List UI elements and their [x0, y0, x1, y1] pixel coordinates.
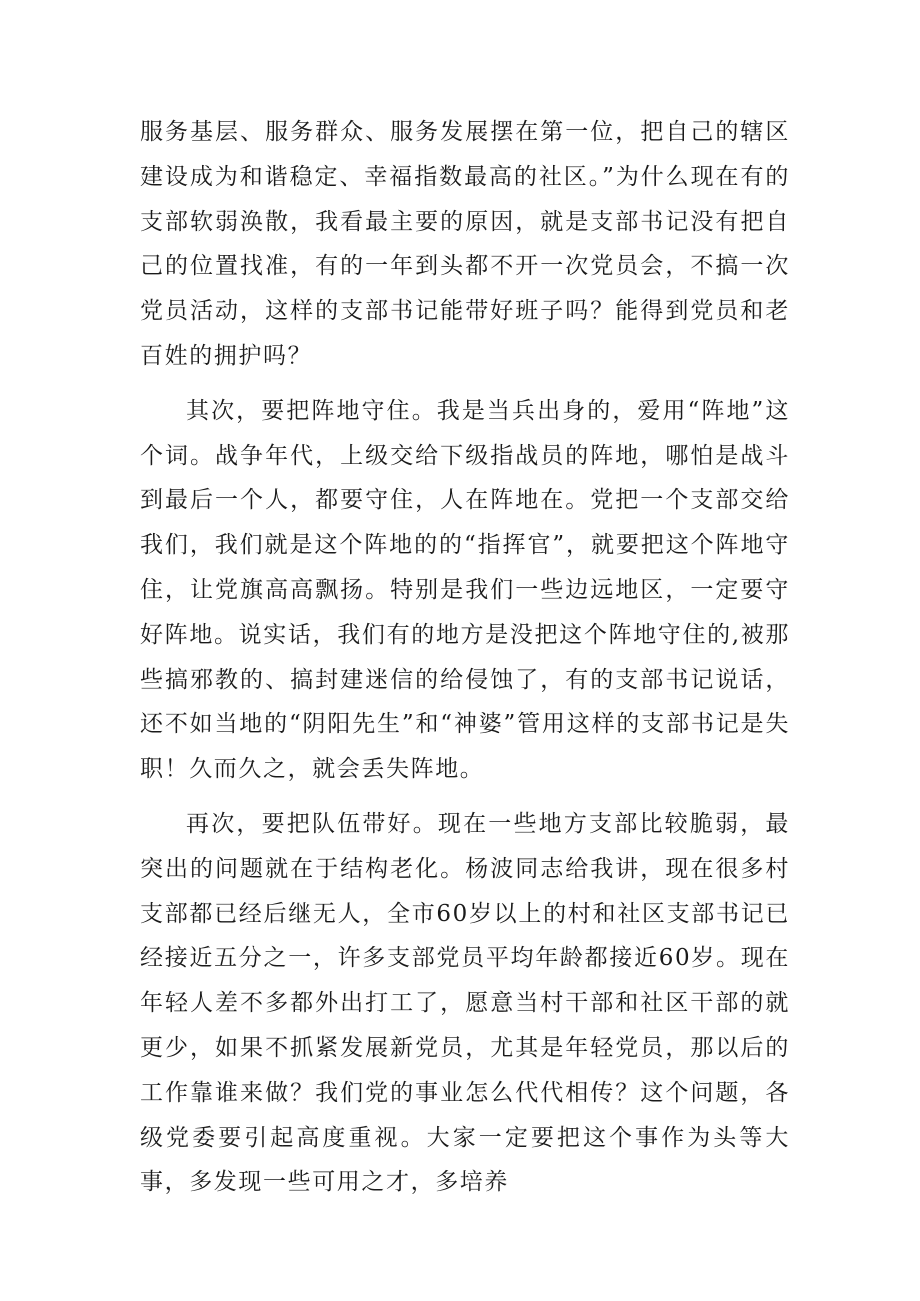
paragraph-continued: 服务基层、服务群众、服务发展摆在第一位，把自己的辖区建设成为和谐稳定、幸福指数最高的社区。”为什么现在有的支部软弱涣散，我看最主要的原因，就是支部书记没有把自己的位置找准，有的一年到头都不开一次党员会，不搞一次党员活动，这样的支部书记能带好班子吗？能得到党员和老百姓的拥护吗？	[140, 119, 790, 369]
paragraph-lead-team: 再次，要把队伍带好。现在一些地方支部比较脆弱，最突出的问题就在于结构老化。杨波同志给我讲，现在很多村支部都已经后继无人，全市60岁以上的村和社区支部书记已经接近五分之一，许多支部党员平均年龄都接近60岁。现在年轻人差不多都外出打工了，愿意当村干部和社区干部的就更少，如果不抓紧发展新党员，尤其是年轻党员，那以后的工作靠谁来做？我们党的事业怎么代代相传？这个问题，各级党委要引起高度重视。大家一定要把这个事作为头等大事，多发现一些可用之才，多培养	[140, 810, 790, 1196]
document-body	[140, 110, 790, 1205]
paragraph-hold-position: 其次，要把阵地守住。我是当兵出身的，爱用“阵地”这个词。战争年代，上级交给下级指战员的阵地，哪怕是战斗到最后一个人，都要守住，人在阵地在。党把一个支部交给我们，我们就是这个阵地的的“指挥官”，就要把这个阵地守住，让党旗高高飘扬。特别是我们一些边远地区，一定要守好阵地。说实话，我们有的地方是没把这个阵地守住的,被那些搞邪教的、搞封建迷信的给侵蚀了，有的支部书记说话，还不如当地的“阴阳先生”和“神婆”管用这样的支部书记是失职！久而久之，就会丢失阵地。	[140, 397, 790, 783]
